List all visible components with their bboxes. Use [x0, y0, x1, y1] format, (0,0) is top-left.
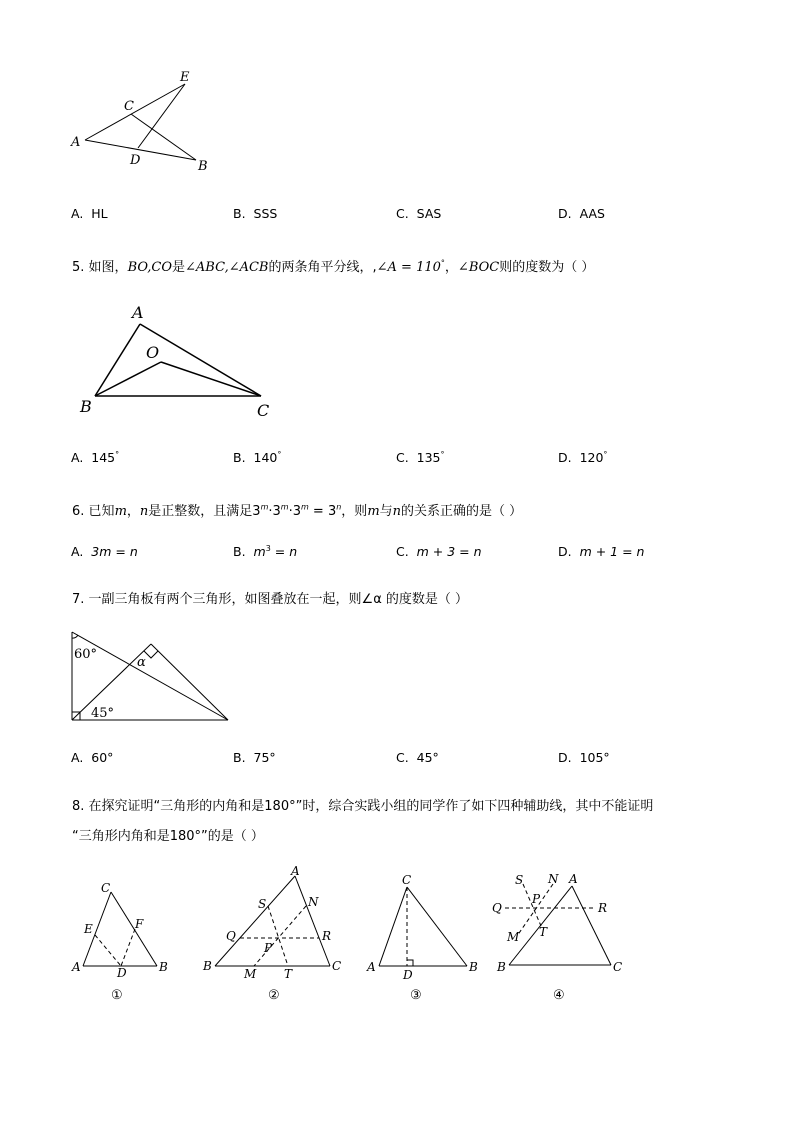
- fig3-caption: ③: [410, 988, 422, 1003]
- q4-line-DE: [138, 84, 185, 148]
- fig4-caption: ④: [553, 988, 565, 1003]
- fig4-label-R: R: [598, 901, 608, 915]
- fig2-label-M: M: [244, 967, 257, 981]
- option-text: 120: [579, 450, 604, 466]
- fig2-label-C: C: [332, 959, 342, 973]
- q7-figure: [65, 625, 240, 727]
- option-text: SSS: [253, 206, 278, 221]
- stem-math: ∠A = 110: [376, 260, 441, 275]
- fig3-line-AC: [379, 887, 407, 966]
- q4-label-C: C: [124, 99, 134, 114]
- fig2-line-AB: [215, 876, 295, 966]
- q7-option-d[interactable]: [558, 750, 610, 765]
- q4-option-d[interactable]: [558, 206, 605, 221]
- stem-text: 在探究证明“三角形的内角和是180°”时，综合实践小组的同学作了如下四种辅助线，其中不能证明: [88, 799, 654, 814]
- option-letter: A.: [71, 450, 84, 466]
- q7-option-c[interactable]: [396, 750, 439, 765]
- fig3-label-A: A: [367, 960, 376, 974]
- fig2-dash-NM: [254, 906, 306, 966]
- option-letter: B.: [233, 544, 246, 560]
- option-letter: C.: [396, 450, 409, 466]
- q4-figure: [60, 62, 230, 182]
- option-text: 45°: [416, 750, 439, 765]
- q5-option-b[interactable]: B. 140°: [233, 450, 282, 466]
- q7-stem: [72, 588, 468, 607]
- option-letter: D.: [558, 206, 572, 221]
- fig2-label-S: S: [258, 897, 267, 911]
- stem-text: 一副三角板有两个三角形，如图叠放在一起，则∠α 的度数是（ ）: [88, 592, 469, 607]
- option-letter: C.: [396, 206, 409, 221]
- q5-label-B: B: [80, 397, 92, 416]
- stem-math: ·3: [288, 504, 301, 519]
- option-letter: C.: [396, 544, 409, 559]
- q6-option-d[interactable]: [558, 544, 644, 559]
- stem-math: BO,CO: [127, 260, 172, 275]
- stem-math: m: [114, 504, 127, 519]
- stem-text: ，: [126, 504, 140, 519]
- fig4-label-P: P: [532, 892, 541, 906]
- option-text: 3m = n: [91, 544, 138, 559]
- q4-label-B: B: [198, 159, 208, 174]
- option-text: 145: [91, 450, 116, 466]
- option-letter: B.: [233, 450, 246, 466]
- fig4-label-M: M: [507, 930, 520, 944]
- fig3-label-C: C: [402, 873, 412, 887]
- question-number: 7.: [72, 592, 85, 607]
- q7-option-a[interactable]: [71, 750, 113, 765]
- q5-label-O: O: [146, 343, 160, 362]
- fig2-label-N: N: [308, 895, 319, 909]
- fig4-label-Q: Q: [492, 901, 502, 915]
- fig2-label-B: B: [203, 959, 212, 973]
- option-text: 135: [416, 450, 441, 466]
- q5-label-C: C: [257, 401, 270, 420]
- option-text: HL: [91, 206, 108, 221]
- q8-figure-3: [365, 870, 478, 1005]
- fig4-label-N: N: [548, 872, 559, 886]
- option-letter: B.: [233, 750, 246, 765]
- stem-text: 已知: [88, 504, 115, 519]
- stem-exp: m: [300, 502, 309, 512]
- option-text: m + 1 = n: [579, 544, 645, 559]
- option-text: 105°: [579, 750, 610, 765]
- q6-option-c[interactable]: [396, 544, 482, 559]
- fig2-label-Q: Q: [226, 929, 236, 943]
- option-letter: A.: [71, 750, 84, 765]
- q4-label-A: A: [71, 135, 81, 150]
- q6-stem: [72, 500, 522, 519]
- q7-option-b[interactable]: [233, 750, 276, 765]
- fig3-label-D: D: [403, 968, 413, 982]
- stem-exp: m: [260, 502, 269, 512]
- stem-math: m: [367, 504, 380, 519]
- q4-line-AB: [85, 140, 196, 160]
- q5-option-a[interactable]: A. 145°: [71, 450, 120, 466]
- fig1-label-A: A: [72, 960, 81, 974]
- q5-option-c[interactable]: C. 135°: [396, 450, 445, 466]
- q5-label-A: A: [132, 303, 144, 322]
- option-text: SAS: [416, 206, 442, 221]
- fig2-label-T: T: [284, 967, 293, 981]
- option-text: = n: [270, 544, 298, 560]
- fig4-label-B: B: [497, 960, 506, 974]
- fig3-label-B: B: [469, 960, 478, 974]
- option-letter: B.: [233, 206, 246, 221]
- stem-text: 的两条角平分线，,: [268, 260, 377, 275]
- fig3-line-BC: [407, 887, 467, 966]
- q6-option-b[interactable]: [233, 544, 297, 559]
- option-letter: D.: [558, 750, 572, 765]
- fig2-label-R: R: [322, 929, 332, 943]
- question-number: 6.: [72, 504, 85, 519]
- q7-label-60: 60°: [74, 647, 98, 662]
- q8-figure-1: [65, 875, 180, 1005]
- stem-math: n: [139, 504, 149, 519]
- stem-text: 是: [172, 260, 186, 275]
- fig1-label-E: E: [84, 922, 93, 936]
- q8-stem-line2: [72, 825, 264, 844]
- q5-stem: 5. 如图，BO,CO是∠ABC,∠ACB的两条角平分线，,∠A = 110°，∠BOC则的度数为（ ）: [72, 258, 595, 275]
- q4-line-AE: [85, 84, 185, 140]
- fig1-label-D: D: [117, 966, 127, 980]
- question-number: 8.: [72, 799, 85, 814]
- fig4-line-AC: [572, 886, 611, 965]
- fig2-caption: ②: [268, 988, 280, 1003]
- option-text: AAS: [579, 206, 605, 221]
- stem-text: 与: [379, 504, 393, 519]
- stem-text: 的关系正确的是（ ）: [401, 504, 523, 519]
- fig1-dash-FD: [121, 929, 135, 966]
- option-text: 75°: [253, 750, 276, 765]
- q8-figure-4: [487, 866, 637, 1005]
- fig1-label-F: F: [135, 917, 144, 931]
- option-text: 140: [253, 450, 278, 466]
- fig2-label-P: P: [264, 941, 273, 955]
- option-letter: A.: [71, 206, 84, 221]
- stem-exp: m: [280, 502, 289, 512]
- fig1-caption: ①: [111, 988, 123, 1003]
- fig2-dash-ST: [268, 906, 288, 966]
- option-letter: C.: [396, 750, 409, 765]
- stem-text: “三角形内角和是180°”的是（ ）: [72, 829, 264, 844]
- fig4-label-T: T: [539, 925, 548, 939]
- fig1-label-B: B: [159, 960, 168, 974]
- stem-exp: n: [336, 502, 342, 512]
- stem-text: 如图，: [88, 260, 128, 275]
- fig2-line-AC: [295, 876, 330, 966]
- fig3-right-angle-mark: [407, 960, 413, 966]
- question-number: 5.: [72, 260, 85, 275]
- stem-math: = 3: [308, 504, 337, 519]
- stem-text: ，则: [341, 504, 368, 519]
- fig4-label-A: A: [569, 872, 578, 886]
- stem-math: n: [392, 504, 402, 519]
- option-letter: D.: [558, 544, 572, 559]
- stem-text: 则的度数为（ ）: [499, 260, 595, 275]
- fig1-line-BC: [111, 892, 157, 966]
- q7-right-angle-mark: [144, 651, 158, 658]
- q4-option-a[interactable]: [71, 206, 108, 221]
- option-text: m: [253, 544, 266, 560]
- stem-text: ，: [444, 260, 458, 275]
- option-letter: A.: [71, 544, 84, 559]
- stem-math: ∠ABC,∠ACB: [185, 260, 269, 275]
- q4-label-D: D: [130, 153, 141, 168]
- stem-math: ∠BOC: [457, 260, 500, 275]
- option-text: m + 3 = n: [416, 544, 482, 559]
- stem-text: 是正整数，且满足: [148, 504, 253, 519]
- fig1-label-C: C: [101, 881, 111, 895]
- q6-option-a[interactable]: [71, 544, 138, 559]
- fig1-dash-ED: [95, 935, 121, 966]
- q8-figure-2: [198, 862, 358, 1005]
- option-text: 60°: [91, 750, 114, 765]
- q5-figure: [75, 300, 285, 425]
- stem-math: 3: [252, 504, 261, 519]
- option-letter: D.: [558, 450, 572, 466]
- q8-stem-line1: [72, 795, 653, 814]
- q4-line-CB: [131, 114, 196, 160]
- q7-label-alpha: α: [137, 655, 146, 670]
- q4-option-c[interactable]: [396, 206, 441, 221]
- fig4-label-S: S: [515, 873, 524, 887]
- q4-label-E: E: [180, 70, 190, 85]
- fig4-label-C: C: [613, 960, 623, 974]
- q7-line-leg: [151, 644, 228, 720]
- q7-label-45: 45°: [91, 706, 115, 721]
- q5-option-d[interactable]: D. 120°: [558, 450, 608, 466]
- q7-arc-top: [72, 635, 78, 638]
- stem-math: ·3: [268, 504, 281, 519]
- fig2-label-A: A: [291, 864, 300, 878]
- option-exp: 3: [265, 544, 271, 553]
- q4-option-b[interactable]: [233, 206, 277, 221]
